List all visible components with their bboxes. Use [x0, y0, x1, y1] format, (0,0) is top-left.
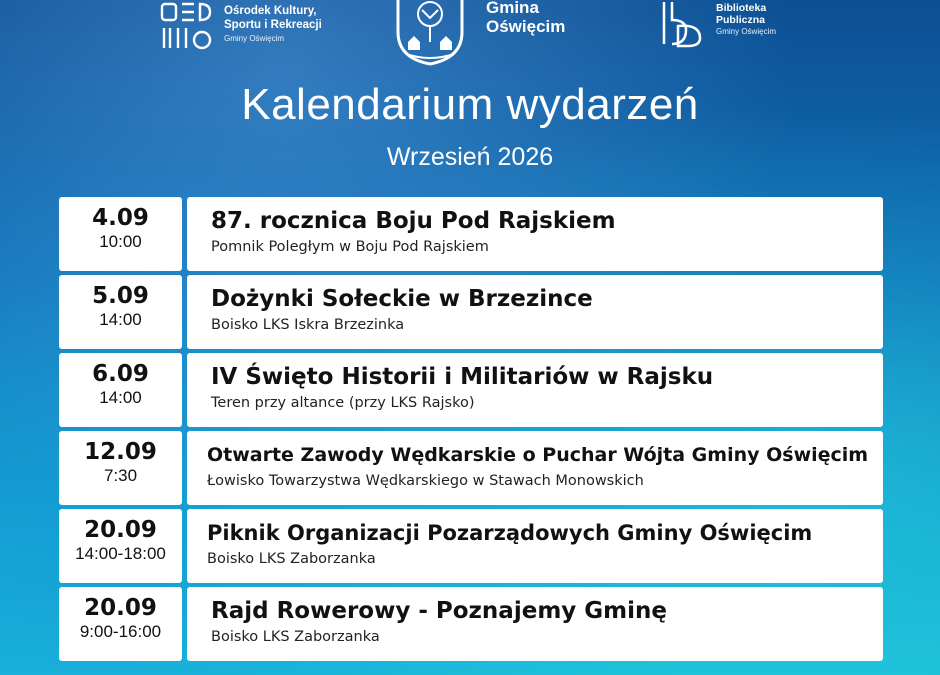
event-time: 9:00-16:00 — [79, 622, 162, 641]
event-time: 10:00 — [99, 232, 142, 251]
event-row — [59, 197, 883, 271]
event-info-box — [187, 431, 883, 505]
event-date-box — [59, 197, 182, 271]
event-row — [59, 353, 883, 427]
left-logo-line1: Ośrodek Kultury, — [224, 5, 317, 17]
library-logo — [660, 0, 776, 48]
page-title: Kalendarium wydarzeń — [241, 80, 699, 129]
event-info-box — [187, 275, 883, 349]
event-date: 6.09 — [92, 361, 149, 387]
event-date-box — [59, 275, 182, 349]
event-date-box — [59, 587, 182, 661]
event-place: Pomnik Poległym w Boju Pod Rajskiem — [211, 239, 489, 255]
gmina-logo — [392, 0, 565, 66]
event-row — [59, 275, 883, 349]
event-info-box — [187, 353, 883, 427]
gmina-logo-line2: Oświęcim — [486, 17, 566, 36]
event-info-box — [187, 587, 883, 661]
event-place: Boisko LKS Zaborzanka — [211, 629, 380, 645]
okSiR-logo — [160, 0, 322, 54]
event-name: Dożynki Sołeckie w Brzezince — [211, 286, 593, 312]
event-name: Otwarte Zawody Wędkarskie o Puchar Wójta Gminy Oświęcim — [207, 444, 869, 466]
event-name: IV Święto Historii i Militariów w Rajsku — [211, 364, 714, 390]
event-place: Łowisko Towarzystwa Wędkarskiego w Stawach Monowskich — [207, 473, 644, 489]
event-name: Rajd Rowerowy - Poznajemy Gminę — [211, 598, 667, 624]
coat-of-arms-icon — [392, 0, 468, 66]
right-logo-line3: Gminy Oświęcim — [716, 27, 777, 36]
event-date-box — [59, 353, 182, 427]
page-subtitle: Wrzesień 2026 — [386, 143, 554, 171]
event-date: 20.09 — [84, 517, 157, 543]
event-time: 14:00-18:00 — [75, 544, 166, 563]
event-place: Boisko LKS Zaborzanka — [207, 551, 376, 567]
event-date-box — [59, 509, 182, 583]
left-logo-line3: Gminy Oświęcim — [224, 34, 285, 43]
library-logo-icon — [660, 0, 706, 48]
event-place: Boisko LKS Iskra Brzezinka — [211, 317, 405, 333]
gmina-logo-line1: Gmina — [486, 0, 539, 17]
event-date: 12.09 — [84, 439, 157, 465]
event-row — [59, 431, 883, 505]
event-time: 14:00 — [99, 310, 142, 329]
event-place: Teren przy altance (przy LKS Rajsko) — [211, 395, 475, 411]
right-logo-line1: Biblioteka — [716, 2, 767, 14]
events-list — [59, 197, 883, 665]
event-name: Piknik Organizacji Pozarządowych Gminy Oświęcim — [207, 521, 813, 545]
event-time: 7:30 — [103, 466, 138, 485]
event-name: 87. rocznica Boju Pod Rajskiem — [211, 208, 616, 234]
okSiR-logo-icon — [160, 0, 214, 54]
left-logo-line2: Sportu i Rekreacji — [224, 19, 322, 31]
event-date: 4.09 — [92, 205, 149, 231]
event-time: 14:00 — [99, 388, 142, 407]
right-logo-line2: Publiczna — [716, 14, 766, 26]
event-row — [59, 587, 883, 661]
event-row — [59, 509, 883, 583]
header — [0, 0, 940, 80]
event-date: 20.09 — [84, 595, 157, 621]
event-info-box — [187, 197, 883, 271]
event-date: 5.09 — [92, 283, 149, 309]
event-info-box — [187, 509, 883, 583]
event-date-box — [59, 431, 182, 505]
